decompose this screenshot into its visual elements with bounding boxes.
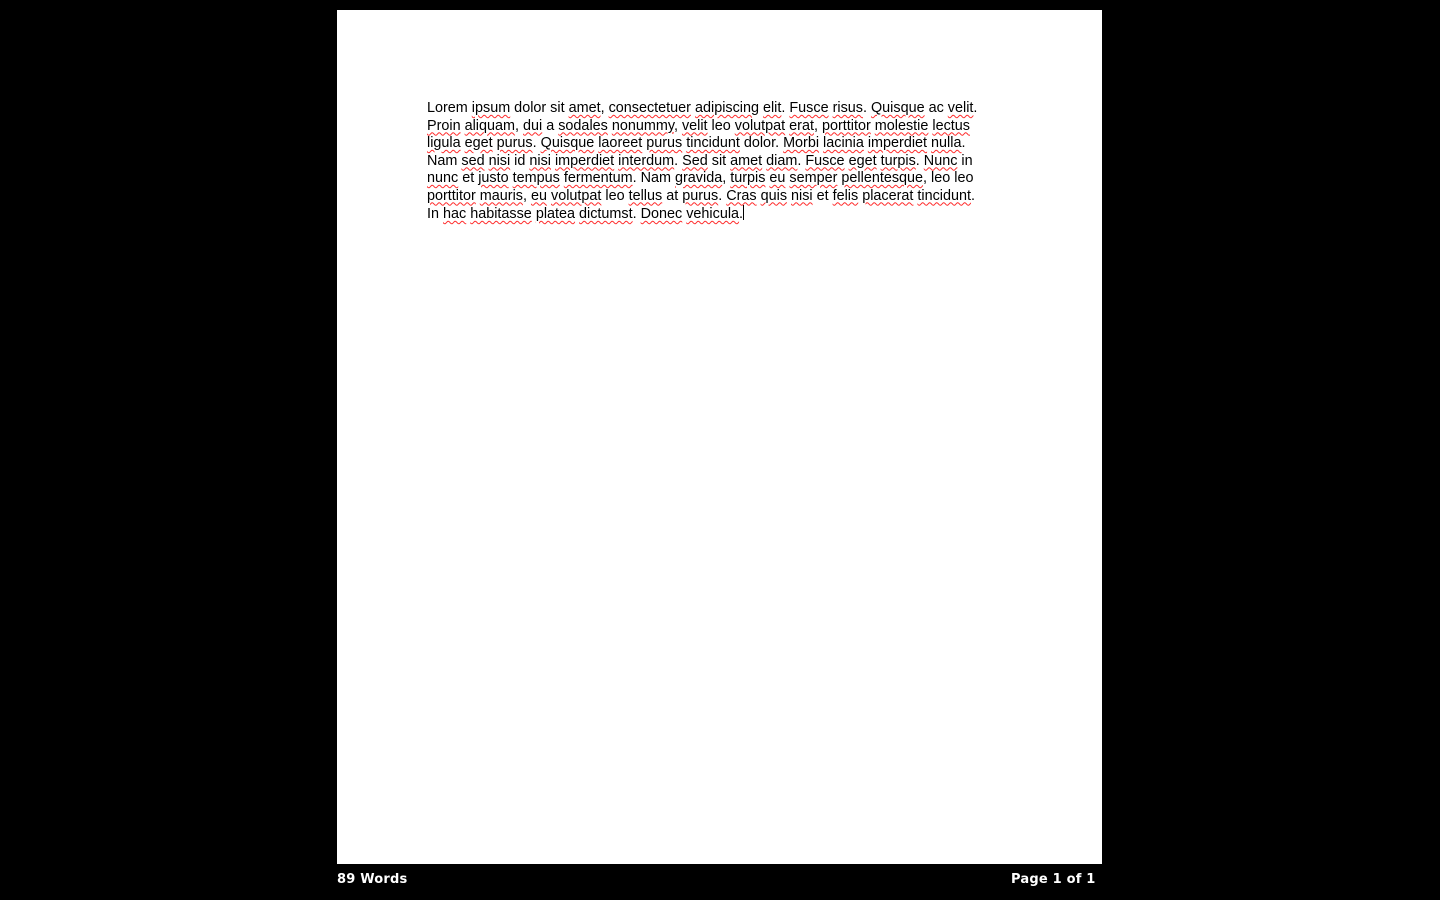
misspelled-word: Donec [640,206,683,222]
text-line [427,118,1012,136]
text-run: . [862,100,871,116]
text-run: , [522,187,531,204]
text-cursor [743,205,744,220]
misspelled-word: aliquam [464,117,516,134]
misspelled-word: Fusce [805,152,845,169]
text-run: . Nam [632,170,675,186]
text-run: . [961,135,966,151]
misspelled-word: Fusce [789,100,829,116]
misspelled-word: tempus [512,170,560,186]
misspelled-word: nonummy [611,117,674,134]
text-run: dolor. [739,135,784,151]
misspelled-word: lectus [932,117,970,134]
text-run: . [971,187,976,204]
text-run: In [427,206,443,222]
text-run: . [915,152,924,169]
misspelled-word: Morbi [783,135,820,151]
text-line [427,153,1012,171]
misspelled-word: laoreet [598,135,643,151]
text-run: , [600,100,609,116]
misspelled-word: placerat [862,187,914,204]
misspelled-word: imperdiet [867,135,928,151]
text-run: . [739,206,744,222]
text-run: , [722,170,731,186]
misspelled-word: semper [789,170,838,186]
word-count: 89 Words [337,872,408,887]
misspelled-word: tincidunt [917,187,972,204]
text-line [427,205,1012,223]
misspelled-word: volutpat [551,187,602,204]
misspelled-word: sed [461,152,485,169]
text-run: . [632,206,641,222]
text-run: a [542,117,559,134]
misspelled-word: quis [760,187,788,204]
text-run: , [515,117,524,134]
misspelled-word: amet [568,100,601,116]
misspelled-word: dui [523,117,543,134]
misspelled-word: porttitor [821,117,871,134]
text-run: in [957,152,973,169]
misspelled-word: Quisque [540,135,595,151]
misspelled-word: purus [496,135,533,151]
misspelled-word: pellentesque [841,170,924,186]
misspelled-word: sodales [558,117,608,134]
misspelled-word: fermentum [563,170,633,186]
misspelled-word: ipsum [471,100,511,116]
misspelled-word: habitasse [470,206,532,222]
misspelled-word: imperdiet [554,152,615,169]
text-run: leo [707,117,735,134]
text-run: ac [924,100,948,116]
text-run: . [781,100,790,116]
misspelled-word: adipiscing [694,100,759,116]
text-run: , [813,117,822,134]
misspelled-word: eget [464,135,493,151]
misspelled-word: nisi [791,187,813,204]
misspelled-word: hac [443,206,467,222]
misspelled-word: nisi [488,152,511,169]
text-run: . [797,152,806,169]
misspelled-word: Cras [726,187,757,204]
misspelled-word: purus [682,187,719,204]
misspelled-word: ligula [427,135,461,151]
text-run: . [718,187,727,204]
misspelled-word: turpis [880,152,916,169]
misspelled-word: velit [681,117,708,134]
misspelled-word: justo [478,170,509,186]
text-run: Lorem [427,100,468,116]
text-run: . [973,100,978,116]
misspelled-word: nulla [931,135,962,151]
text-line [427,100,1012,118]
misspelled-word: purus [646,135,683,151]
misspelled-word: tellus [628,187,663,204]
misspelled-word: felis [832,187,859,204]
misspelled-word: Quisque [870,100,925,116]
misspelled-word: turpis [730,170,766,186]
text-run: et [458,170,479,186]
misspelled-word: erat [789,117,814,134]
text-run: et [812,187,833,204]
misspelled-word: consectetuer [608,100,691,116]
misspelled-word: platea [535,206,576,222]
misspelled-word: tincidunt [686,135,740,151]
misspelled-word: molestie [874,117,929,134]
page-indicator: Page 1 of 1 [1011,872,1096,887]
document-page[interactable] [337,10,1102,864]
text-run: id [510,152,530,169]
misspelled-word: nisi [529,152,551,169]
text-run: sit [707,152,731,169]
text-line [427,135,1012,153]
misspelled-word: interdum [618,152,675,169]
misspelled-word: Nunc [923,152,958,169]
misspelled-word: elit [762,100,782,116]
text-run: , leo leo [923,170,974,186]
text-line [427,188,1012,206]
misspelled-word: vehicula [686,206,740,222]
misspelled-word: mauris [479,187,523,204]
misspelled-word: risus [832,100,863,116]
misspelled-word: eget [848,152,877,169]
misspelled-word: diam [766,152,798,169]
text-run: dolor sit [510,100,569,116]
text-run: Nam [427,152,462,169]
misspelled-word: porttitor [427,187,476,204]
misspelled-word: lacinia [823,135,864,151]
misspelled-word: eu [769,170,786,186]
misspelled-word: eu [530,187,547,204]
text-run: . [532,135,541,151]
text-run: at [662,187,683,204]
misspelled-word: gravida [675,170,723,186]
misspelled-word: Proin [427,117,461,134]
misspelled-word: nunc [427,170,459,186]
text-run: . [674,152,683,169]
document-body-text[interactable] [427,100,1012,223]
misspelled-word: velit [947,100,974,116]
misspelled-word: dictumst [579,206,633,222]
text-run: , [673,117,682,134]
misspelled-word: Sed [682,152,708,169]
text-line [427,170,1012,188]
text-run: leo [601,187,629,204]
misspelled-word: volutpat [734,117,786,134]
misspelled-word: amet [730,152,763,169]
